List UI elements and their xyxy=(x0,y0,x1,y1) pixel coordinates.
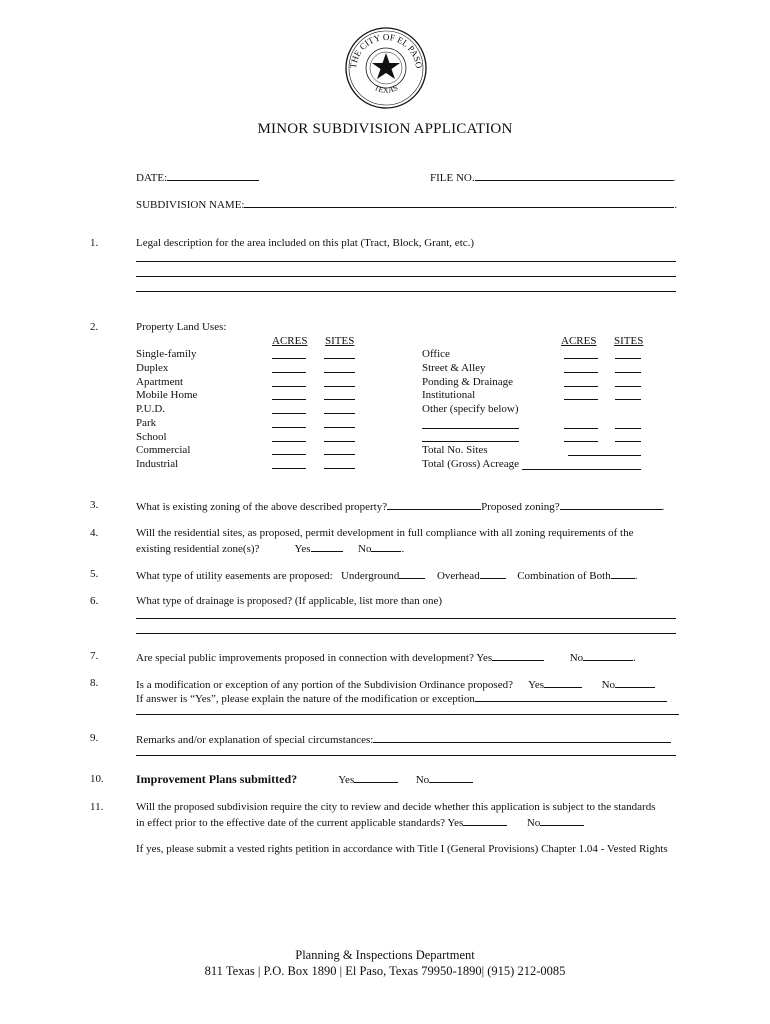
land-use-label: Park xyxy=(136,416,157,429)
land-use-acres-field[interactable] xyxy=(564,372,598,373)
q4-text: Will the residential sites, as proposed, permit development in full compliance with all zoning requirements of the xyxy=(136,527,634,539)
q1-line-1[interactable] xyxy=(136,261,676,262)
q9-text: Remarks and/or explanation of special circumstances: xyxy=(136,734,374,746)
q11-no-label: No xyxy=(526,817,541,829)
land-use-acres-field[interactable] xyxy=(272,386,306,387)
q4-text-2: existing residential zone(s)? xyxy=(136,543,260,555)
land-use-acres-field[interactable] xyxy=(564,386,598,387)
land-use-acres-field[interactable] xyxy=(272,427,306,428)
proposed-zoning-field[interactable] xyxy=(560,499,662,510)
q4-yes-label: Yes xyxy=(294,543,311,555)
footer-address: 811 Texas | P.O. Box 1890 | El Paso, Texas 79950-1890| (915) 212-0085 xyxy=(204,964,566,978)
land-use-label: Office xyxy=(422,348,450,360)
total-acreage-label: Total (Gross) Acreage xyxy=(422,458,519,470)
q6-text: What type of drainage is proposed? (If applicable, list more than one) xyxy=(136,595,443,607)
q1-line-3[interactable] xyxy=(136,291,676,292)
land-use-sites-field[interactable] xyxy=(324,358,355,359)
subdivision-name-label: SUBDIVISION NAME: xyxy=(136,199,245,211)
land-use-label: Apartment xyxy=(136,375,184,388)
land-use-acres-field[interactable] xyxy=(272,372,306,373)
sites-header-right: SITES xyxy=(614,335,644,347)
overhead-label: Overhead xyxy=(436,570,480,582)
land-use-sites-field[interactable] xyxy=(615,372,641,373)
total-sites-field[interactable] xyxy=(568,455,641,456)
q8-text: Is a modification or exception of any portion of the Subdivision Ordinance proposed? xyxy=(136,679,513,691)
q3-text: What is existing zoning of the above described property? xyxy=(136,501,388,513)
date-field[interactable] xyxy=(167,170,259,181)
land-use-label: School xyxy=(136,430,167,443)
land-use-sites-field[interactable] xyxy=(324,399,355,400)
land-use-acres-field[interactable] xyxy=(564,399,598,400)
q9-field[interactable] xyxy=(373,732,671,743)
land-use-sites-field[interactable] xyxy=(324,413,355,414)
q4-no-label: No xyxy=(358,543,372,555)
q1-line-2[interactable] xyxy=(136,276,676,277)
q10-no-label: No xyxy=(415,774,430,786)
q4-no-field[interactable] xyxy=(371,541,401,552)
q7-no-field[interactable] xyxy=(583,650,633,661)
q11-text-2: in effect prior to the effective date of the current applicable standards? xyxy=(136,817,445,829)
q4-yes-field[interactable] xyxy=(311,541,343,552)
q11-number: 11. xyxy=(90,801,104,813)
q6-number: 6. xyxy=(90,595,99,607)
q1-text: Legal description for the area included on this plat (Tract, Block, Grant, etc.) xyxy=(136,237,475,249)
city-seal-logo xyxy=(344,26,428,110)
land-use-acres-field[interactable] xyxy=(272,441,306,442)
q4-number: 4. xyxy=(90,527,99,539)
footer-department: Planning & Inspections Department xyxy=(295,948,475,962)
svg-text:TEXAS: TEXAS xyxy=(372,83,400,95)
other-sites-2[interactable] xyxy=(615,441,641,442)
q2-text: Property Land Uses: xyxy=(136,321,227,333)
q6-line-2[interactable] xyxy=(136,633,676,634)
existing-zoning-field[interactable] xyxy=(387,499,481,510)
q8-text-2: If answer is “Yes”, please explain the nature of the modification or exception xyxy=(136,693,475,705)
q7-text: Are special public improvements proposed in connection with development? xyxy=(136,652,474,664)
other-use-line-2[interactable] xyxy=(422,441,519,442)
land-use-label: Street & Alley xyxy=(422,361,486,374)
q11-text: Will the proposed subdivision require the city to review and decide whether this application is subject to the standards xyxy=(136,801,656,813)
land-use-label: Institutional xyxy=(422,389,476,402)
date-label: DATE: xyxy=(136,172,168,184)
svg-text:THE CITY OF EL PASO: THE CITY OF EL PASO xyxy=(347,31,425,70)
combination-field[interactable] xyxy=(611,568,635,579)
q3-number: 3. xyxy=(90,499,99,511)
q7-yes-label: Yes xyxy=(476,652,493,664)
land-use-label: Single-family xyxy=(136,348,197,360)
acres-header-left: ACRES xyxy=(272,335,308,347)
land-use-acres-field[interactable] xyxy=(272,468,306,469)
q10-text: Improvement Plans submitted? xyxy=(136,772,298,786)
q10-yes-field[interactable] xyxy=(354,772,398,783)
q10-no-field[interactable] xyxy=(429,772,473,783)
combination-label: Combination of Both xyxy=(517,570,611,582)
land-use-label: P.U.D. xyxy=(136,403,166,415)
q11-no-field[interactable] xyxy=(540,815,584,826)
sites-header-left: SITES xyxy=(325,335,355,347)
land-use-label: Mobile Home xyxy=(136,389,198,402)
other-acres-2[interactable] xyxy=(564,441,598,442)
land-use-sites-field[interactable] xyxy=(615,386,641,387)
land-use-label: Commercial xyxy=(136,444,191,457)
total-sites-label: Total No. Sites xyxy=(422,444,488,456)
underground-label: Underground xyxy=(340,570,400,582)
q9-number: 9. xyxy=(90,732,99,744)
q8-yes-field[interactable] xyxy=(544,677,582,688)
q1-number: 1. xyxy=(90,237,99,249)
land-use-acres-field[interactable] xyxy=(272,358,306,359)
file-no-label: FILE NO. xyxy=(430,172,475,184)
other-acres-1[interactable] xyxy=(564,428,598,429)
q11-note: If yes, please submit a vested rights petition in accordance with Title I (General Provisions) Chapter 1.04 - Vested Rights xyxy=(136,843,668,855)
land-use-acres-field[interactable] xyxy=(272,413,306,414)
land-use-sites-field[interactable] xyxy=(324,441,355,442)
land-use-sites-field[interactable] xyxy=(324,386,355,387)
q8-yes-label: Yes xyxy=(528,679,545,691)
other-use-line-1[interactable] xyxy=(422,428,519,429)
land-use-sites-field[interactable] xyxy=(324,427,355,428)
q8-no-field[interactable] xyxy=(615,677,655,688)
q2-number: 2. xyxy=(90,321,99,333)
q8-no-label: No xyxy=(601,679,616,691)
q8-number: 8. xyxy=(90,677,99,689)
q9-line-2[interactable] xyxy=(136,755,676,756)
overhead-field[interactable] xyxy=(480,568,506,579)
land-use-acres-field[interactable] xyxy=(272,399,306,400)
q5-text: What type of utility easements are proposed: xyxy=(136,570,333,582)
total-acreage-field[interactable] xyxy=(522,469,641,470)
land-use-sites-field[interactable] xyxy=(324,468,355,469)
land-use-sites-field[interactable] xyxy=(324,454,355,455)
land-use-sites-field[interactable] xyxy=(615,358,641,359)
q6-line-1[interactable] xyxy=(136,618,676,619)
q11-yes-label: Yes xyxy=(447,817,464,829)
q8-line-2[interactable] xyxy=(136,714,679,715)
land-use-label: Other (specify below) xyxy=(422,403,519,415)
q10-yes-label: Yes xyxy=(338,774,355,786)
underground-field[interactable] xyxy=(399,568,425,579)
land-use-sites-field[interactable] xyxy=(324,372,355,373)
subdivision-name-field[interactable] xyxy=(244,197,674,208)
other-sites-1[interactable] xyxy=(615,428,641,429)
q10-number: 10. xyxy=(90,773,104,785)
land-use-label: Ponding & Drainage xyxy=(422,375,514,388)
form-title: MINOR SUBDIVISION APPLICATION xyxy=(257,121,513,137)
land-use-acres-field[interactable] xyxy=(272,454,306,455)
q11-yes-field[interactable] xyxy=(463,815,507,826)
land-use-label: Industrial xyxy=(136,458,179,470)
q5-number: 5. xyxy=(90,568,99,580)
land-use-acres-field[interactable] xyxy=(564,358,598,359)
land-use-label: Duplex xyxy=(136,361,169,374)
q7-number: 7. xyxy=(90,650,99,662)
proposed-zoning-label: Proposed zoning? xyxy=(481,501,560,513)
q7-no-label: No xyxy=(569,652,584,664)
acres-header-right: ACRES xyxy=(561,335,597,347)
q8-explain-field[interactable] xyxy=(475,691,667,702)
q7-yes-field[interactable] xyxy=(492,650,544,661)
land-use-sites-field[interactable] xyxy=(615,399,641,400)
file-no-field[interactable] xyxy=(475,170,673,181)
